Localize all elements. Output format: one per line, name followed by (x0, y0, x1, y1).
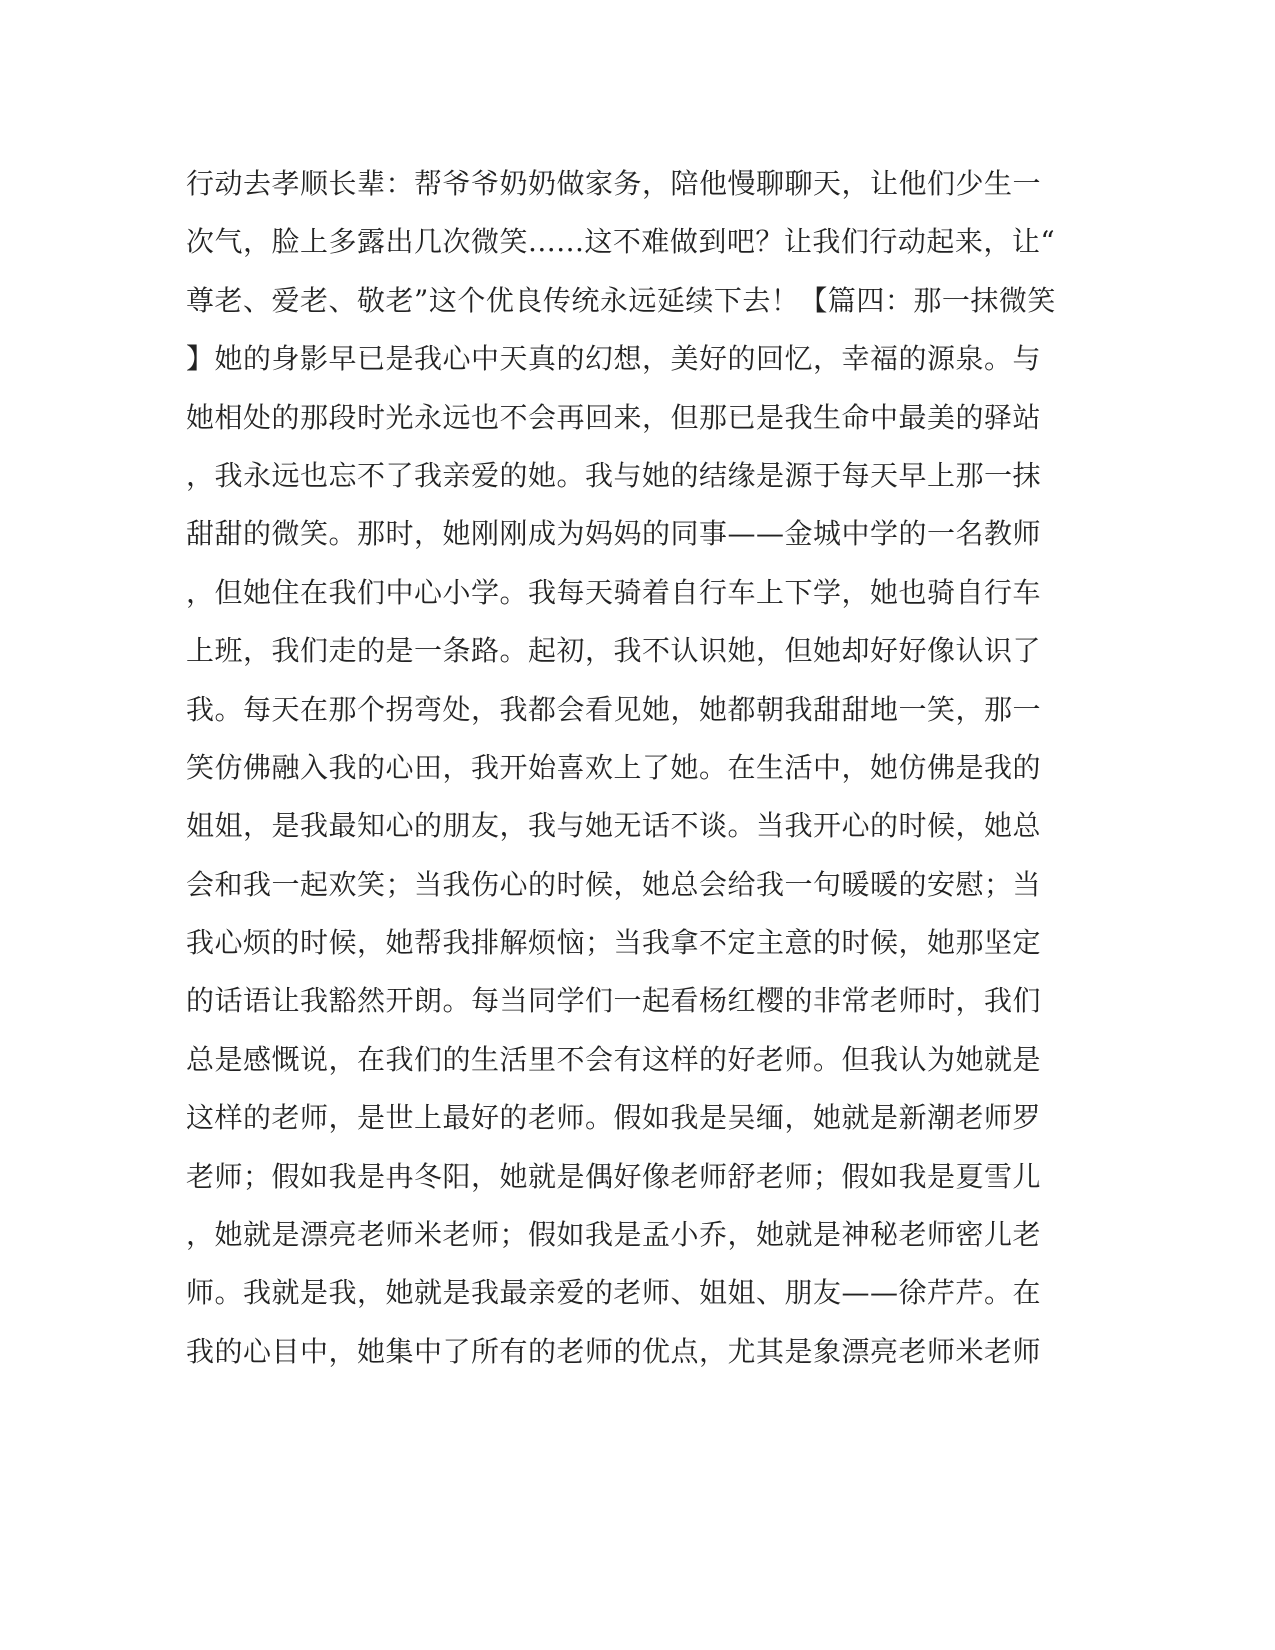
text-line: ，她就是漂亮老师米老师；假如我是孟小乔，她就是神秘老师密儿老 (186, 1218, 1042, 1252)
text-line: 她相处的那段时光永远也不会再回来，但那已是我生命中最美的驿站 (186, 400, 1042, 434)
text-line: 这样的老师，是世上最好的老师。假如我是吴缅，她就是新潮老师罗 (186, 1101, 1042, 1135)
text-line: 我的心目中，她集中了所有的老师的优点，尤其是象漂亮老师米老师 (186, 1334, 1042, 1368)
text-line: 甜甜的微笑。那时，她刚刚成为妈妈的同事——金城中学的一名教师 (186, 517, 1042, 551)
text-line: 总是感慨说，在我们的生活里不会有这样的好老师。但我认为她就是 (186, 1042, 1042, 1076)
text-line: 我。每天在那个拐弯处，我都会看见她，她都朝我甜甜地一笑，那一 (186, 692, 1042, 726)
text-line: 】她的身影早已是我心中天真的幻想，美好的回忆，幸福的源泉。与 (186, 342, 1042, 376)
text-line: 尊老、爱老、敬老”这个优良传统永远延续下去！【篇四：那一抹微笑 (186, 283, 1056, 317)
text-line: 姐姐，是我最知心的朋友，我与她无话不谈。当我开心的时候，她总 (186, 809, 1042, 843)
text-line: ，我永远也忘不了我亲爱的她。我与她的结缘是源于每天早上那一抹 (186, 458, 1042, 492)
text-line: 笑仿佛融入我的心田，我开始喜欢上了她。在生活中，她仿佛是我的 (186, 750, 1042, 784)
text-line: 的话语让我豁然开朗。每当同学们一起看杨红樱的非常老师时，我们 (186, 984, 1042, 1018)
text-line: 行动去孝顺长辈：帮爷爷奶奶做家务，陪他慢聊聊天，让他们少生一 (186, 167, 1042, 200)
body-text (186, 164, 1086, 1390)
text-line: ，但她住在我们中心小学。我每天骑着自行车上下学，她也骑自行车 (186, 575, 1042, 609)
text-line: 会和我一起欢笑；当我伤心的时候，她总会给我一句暖暖的安慰；当 (186, 867, 1042, 901)
text-line: 师。我就是我，她就是我最亲爱的老师、姐姐、朋友——徐芹芹。在 (186, 1276, 1042, 1310)
text-line: 老师；假如我是冉冬阳，她就是偶好像老师舒老师；假如我是夏雪儿 (186, 1159, 1042, 1193)
text-line: 上班，我们走的是一条路。起初，我不认识她，但她却好好像认识了 (186, 634, 1042, 668)
text-line: 我心烦的时候，她帮我排解烦恼；当我拿不定主意的时候，她那坚定 (186, 926, 1042, 960)
text-line: 次气，脸上多露出几次微笑......这不难做到吧？让我们行动起来，让“ (186, 225, 1056, 259)
